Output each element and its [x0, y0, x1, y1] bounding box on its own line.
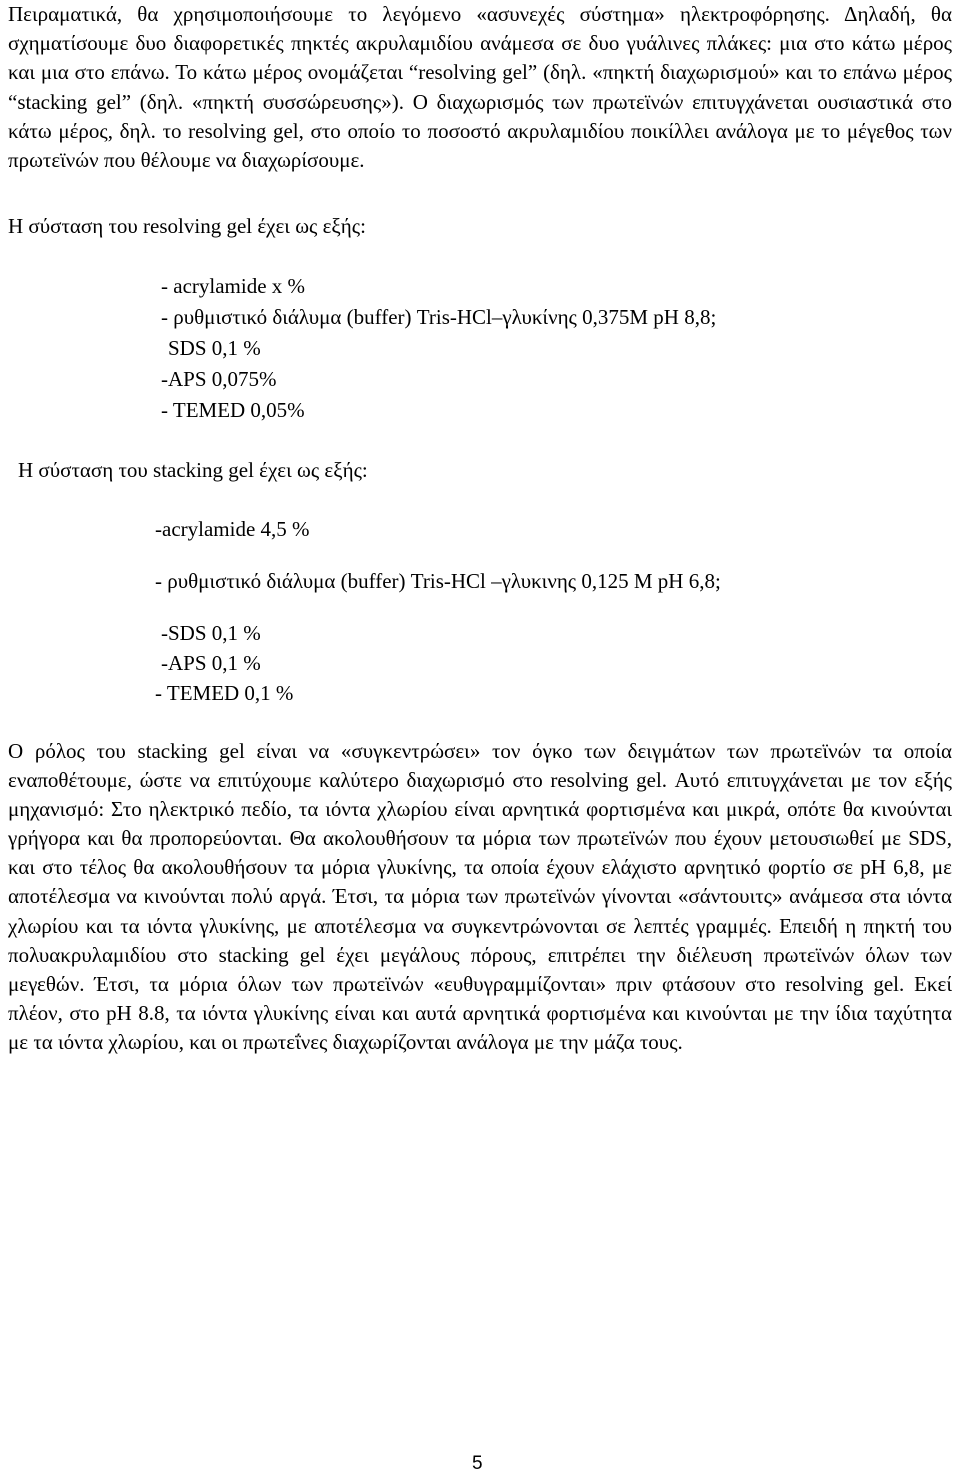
stacking-item-temed: - TEMED 0,1 %: [155, 681, 294, 705]
resolving-item-aps: -APS 0,075%: [161, 367, 277, 391]
resolving-item-sds: SDS 0,1 %: [168, 336, 261, 360]
resolving-gel-heading: Η σύσταση του resolving gel έχει ως εξής:: [8, 214, 366, 238]
intro-paragraph: Πειραματικά, θα χρησιμοποιήσουμε το λεγόμενο «ασυνεχές σύστημα» ηλεκτροφόρησης. Δηλαδή, θα σχηματίσουμε δυο διαφορετικές πηκτές ακρυλαμιδίου ανάμεσα σε δυο γυάλινες πλάκες: μια στο κάτω μέρος και μια στο επάνω. Το κάτω μέρος ονομάζεται “resolving gel” (δηλ. «πηκτή διαχωρισμού» και το επάνω μέρος “stacking gel” (δηλ. «πηκτή συσσώρευσης»). Ο διαχωρισμός των πρωτεϊνών επιτυγχάνεται ουσιαστικά στο κάτω μέρος, δηλ. το resolving gel, στο οποίο το ποσοστό ακρυλαμιδίου ποικίλλει ανάλογα με το μέγεθος των πρωτεϊνών που θέλουμε να διαχωρίσουμε.: [8, 2, 952, 173]
stacking-role-paragraph: Ο ρόλος του stacking gel είναι να «συγκεντρώσει» τον όγκο των δειγμάτων των πρωτεϊνών τα οποία εναποθέτουμε, ώστε να επιτύχουμε καλύτερο διαχωρισμό στο resolving gel. Αυτό επιτυγχάνεται με τον εξής μηχανισμό: Στο ηλεκτρικό πεδίο, τα ιόντα χλωρίου είναι αρνητικά φορτισμένα και μικρά, οπότε θα κινούνται γρήγορα και θα προπορεύονται. Θα ακολουθήσουν τα μόρια των πρωτεϊνών που έχουν μετουσιωθεί με SDS, και στο τέλος θα ακολουθήσουν τα μόρια γλυκίνης, τα οποία έχουν ελάχιστο αρνητικό φορτίο σε pH 6,8, με αποτέλεσμα να κινούνται πολύ αργά. Έτσι, τα μόρια των πρωτεϊνών γίνονται «σάντουιτς» ανάμεσα στα ιόντα χλωρίου και τα ιόντα γλυκίνης, με αποτέλεσμα να συγκεντρώνονται σε λεπτές γραμμές. Επειδή η πηκτή του πολυακρυλαμιδίου στο stacking gel έχει μεγάλους πόρους, επιτρέπει την διέλευση πρωτεϊνών όλων των μεγεθών. Έτσι, τα μόρια όλων των πρωτεϊνών «ευθυγραμμίζονται» πριν φτάσουν στο resolving gel. Εκεί πλέον, στο pH 8.8, τα ιόντα γλυκίνης είναι και αυτά αρνητικά φορτισμένα και κινούνται με την ίδια ταχύτητα με τα ιόντα χλωρίου, και οι πρωτεΐνες διαχωρίζονται ανάλογα με την μάζα τους.: [8, 739, 952, 1054]
resolving-item-acrylamide: - acrylamide x %: [161, 274, 306, 298]
stacking-item-aps: -APS 0,1 %: [161, 651, 261, 675]
resolving-item-buffer: - ρυθμιστικό διάλυμα (buffer) Tris-HCl–γλυκίνης 0,375M pH 8,8;: [161, 305, 717, 329]
resolving-item-temed: - TEMED 0,05%: [161, 398, 305, 422]
stacking-item-buffer: - ρυθμιστικό διάλυμα (buffer) Tris-HCl –γλυκινης 0,125 M pH 6,8;: [155, 569, 721, 593]
page-number: 5: [472, 1453, 483, 1474]
stacking-item-sds: -SDS 0,1 %: [161, 621, 261, 645]
stacking-item-acrylamide: -acrylamide 4,5 %: [155, 517, 310, 541]
stacking-gel-heading: Η σύσταση του stacking gel έχει ως εξής:: [18, 458, 368, 482]
